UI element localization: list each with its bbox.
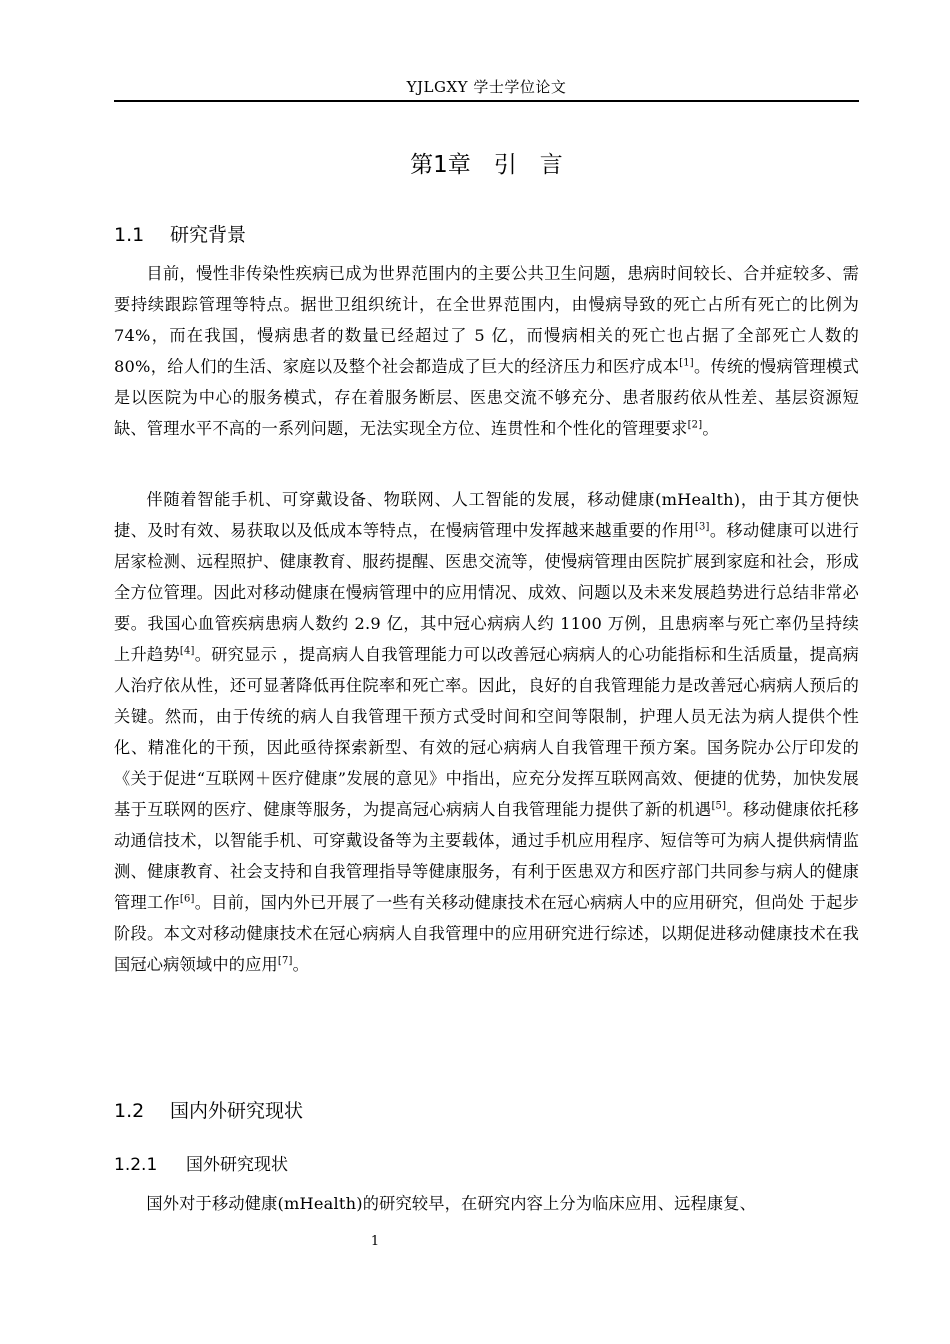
paragraph-text: 伴随着智能手机、可穿戴设备、物联网、人工智能的发展，移动健康(mHealth)，由于其方便快捷、及时有效、易获取以及低成本等特点，在慢病管理中发挥越来越重要的作用: [114, 490, 859, 540]
paragraph-mobile-health: [114, 484, 859, 980]
section-heading-1-2: [114, 1096, 303, 1123]
paragraph-text: 。: [292, 955, 310, 974]
subsection-heading-1-2-1: [114, 1150, 288, 1175]
subsection-number: 1.2.1: [114, 1155, 158, 1175]
paragraph-text: 。: [702, 419, 719, 438]
paragraph-foreign-research: [114, 1188, 859, 1219]
citation-ref: [6]: [179, 893, 195, 905]
section-heading-1-1: [114, 220, 246, 247]
citation-ref: [5]: [711, 800, 727, 812]
subsection-title: 国外研究现状: [186, 1155, 288, 1175]
citation-ref: [2]: [687, 419, 703, 431]
paragraph-text: 。研究显示 ，提高病人自我管理能力可以改善冠心病病人的心功能指标和生活质量，提高病人治疗依从性，还可显著降低再住院率和死亡率。因此，良好的自我管理能力是改善冠心病病人预后的关键。然而，由于传统的病人自我管理干预方式受时间和空间等限制，护理人员无法为病人提供个性化、精准化的干预，因此亟待探索新型、有效的冠心病病人自我管理干预方案。国务院办公厅印发的《关于促进“互联网＋医疗健康”发展的意见》中指出，应充分发挥互联网高效、便捷的优势，加快发展基于互联网的医疗、健康等服务，为提高冠心病病人自我管理能力提供了新的机遇: [114, 645, 859, 819]
paragraph-text: 目前，慢性非传染性疾病已成为世界范围内的主要公共卫生问题，患病时间较长、合并症较多、需要持续跟踪管理等特点。据世卫组织统计，在全世界范围内，由慢病导致的死亡占所有死亡的比例为 74%，而在我国，慢病患者的数量已经超过了 5 亿，而慢病相关的死亡也占据了全部死亡人数的 80%，给人们的生活、家庭以及整个社会都造成了巨大的经济压力和医疗成本: [114, 264, 859, 376]
citation-ref: [1]: [679, 357, 694, 369]
citation-ref: [4]: [179, 645, 195, 657]
paragraph-text: 。移动健康依托移动通信技术，以智能手机、可穿戴设备等为主要载体，通过手机应用程序、短信等可为病人提供病情监测、健康教育、社会支持和自我管理指导等健康服务，有利于医患双方和医疗部门共同参与病人的健康管理工作: [114, 800, 859, 912]
section-title: 国内外研究现状: [170, 1100, 304, 1122]
header-rule: [114, 100, 859, 102]
paragraph-text: 。传统的慢病管理模式是以医院为中心的服务模式，存在着服务断层、医患交流不够充分、患者服药依从性差、基层资源短缺、管理水平不高的一系列问题，无法实现全方位、连贯性和个性化的管理要求: [114, 357, 859, 438]
paragraph-background: [114, 258, 859, 444]
paragraph-text: 。移动健康可以进行居家检测、远程照护、健康教育、服药提醒、医患交流等，使慢病管理由医院扩展到家庭和社会，形成全方位管理。因此对移动健康在慢病管理中的应用情况、成效、问题以及未来发展趋势进行总结非常必要。我国心血管疾病患病人数约 2.9 亿，其中冠心病病人约 1100 万例，且患病率与死亡率仍呈持续上升趋势: [114, 521, 859, 664]
chapter-title: 第1章 引 言: [410, 152, 563, 178]
section-number: 1.1: [114, 224, 145, 246]
page-number: 1: [370, 1234, 380, 1249]
section-title: 研究背景: [170, 224, 247, 246]
running-header: YJLGXY 学士学位论文: [406, 78, 567, 96]
paragraph-text: 。目前，国内外已开展了一些有关移动健康技术在冠心病病人中的应用研究，但尚处 于起步阶段。本文对移动健康技术在冠心病病人自我管理中的应用研究进行综述，以期促进移动健康技术在我国冠心病领域中的应用: [114, 893, 859, 974]
paragraph-text: 国外对于移动健康(mHealth)的研究较早，在研究内容上分为临床应用、远程康复、: [146, 1194, 757, 1213]
section-number: 1.2: [114, 1100, 145, 1122]
citation-ref: [3]: [694, 521, 710, 533]
citation-ref: [7]: [277, 955, 293, 967]
